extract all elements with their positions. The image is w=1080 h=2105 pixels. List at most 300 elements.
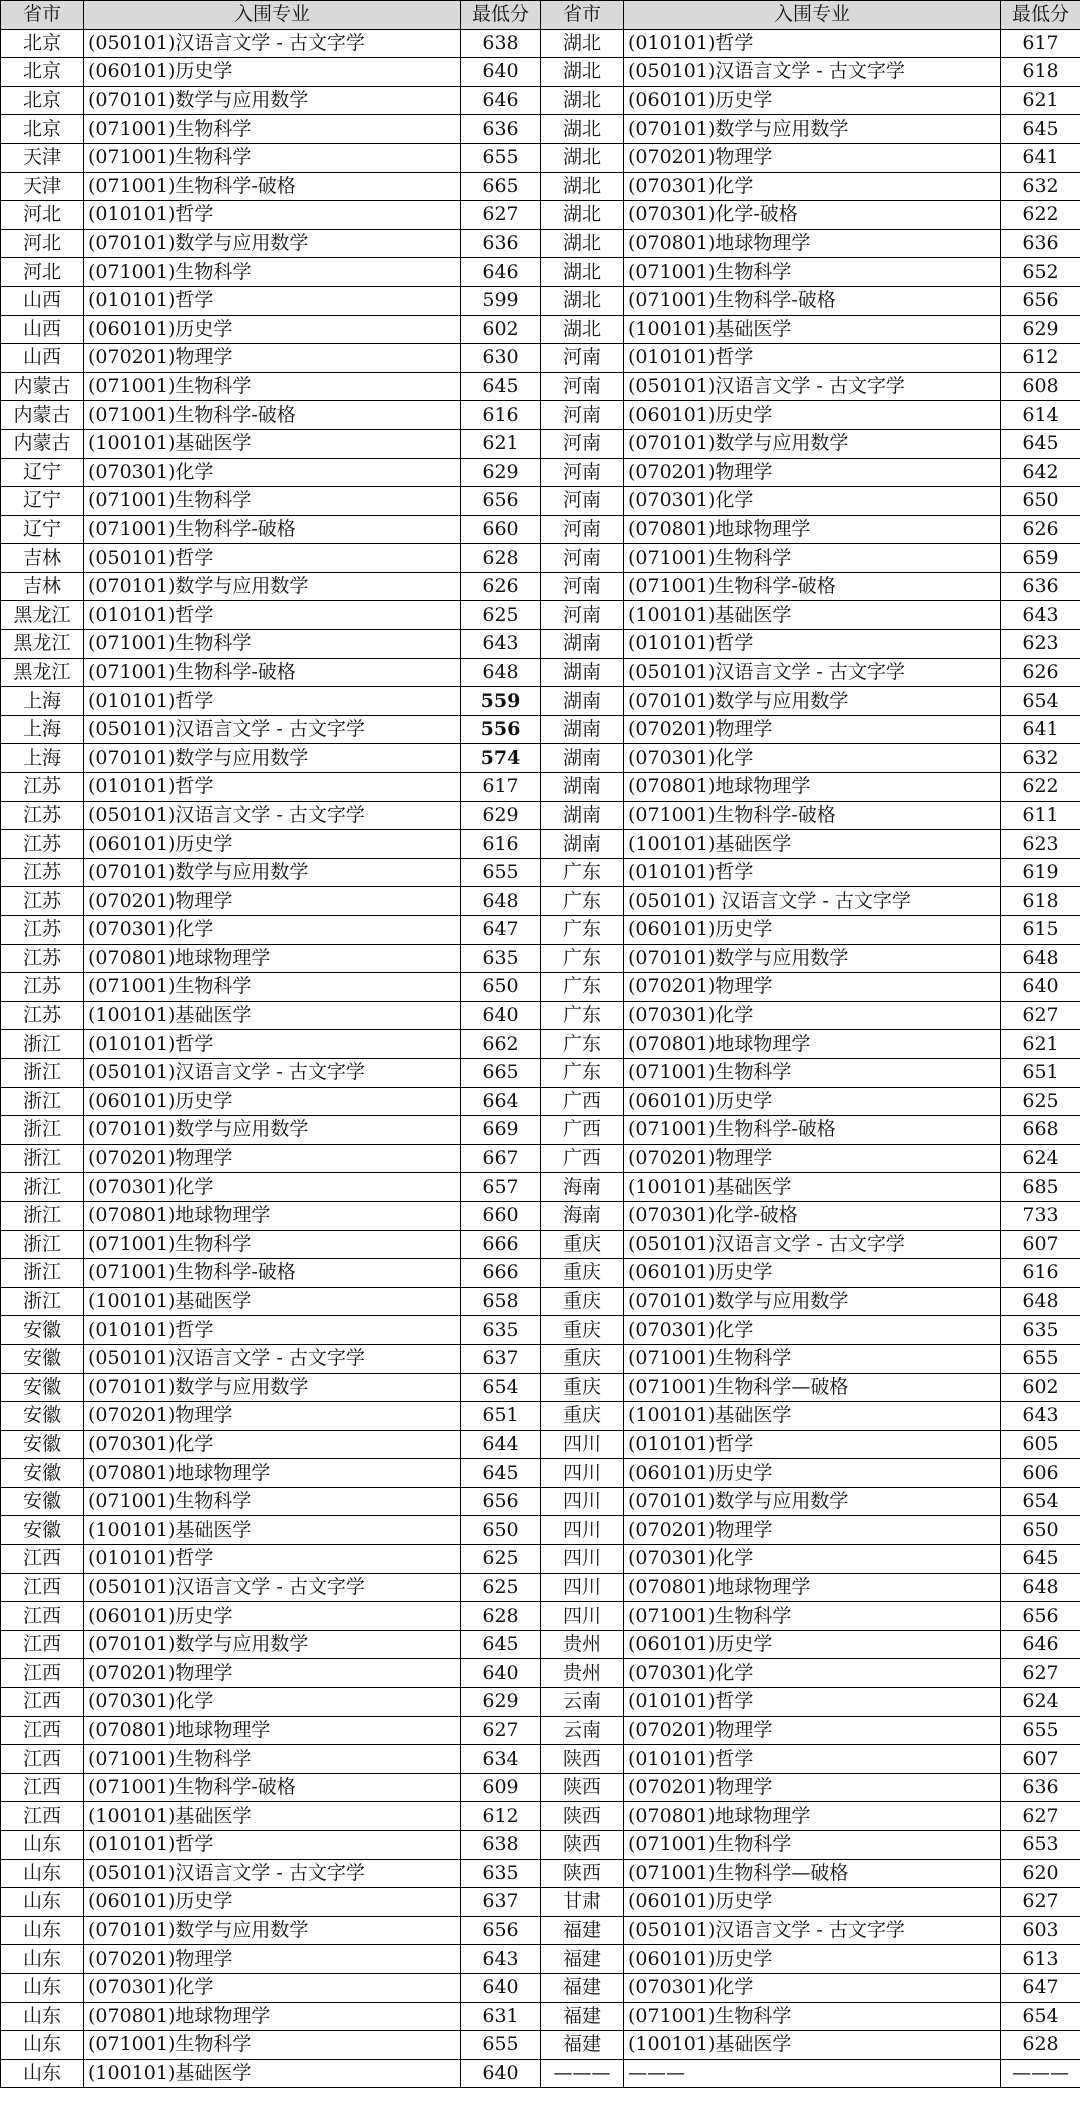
right-province-cell: 湖北 [541, 258, 624, 287]
left-major-cell: (070801)地球物理学 [84, 1459, 461, 1488]
table-row [1, 458, 1080, 487]
left-score-cell: 646 [461, 258, 541, 287]
left-major-cell: (070101)数学与应用数学 [84, 858, 461, 887]
right-major-cell: (070801)地球物理学 [624, 515, 1001, 544]
right-score-cell: 620 [1001, 1859, 1080, 1888]
table-row [1, 1545, 1080, 1574]
left-major-cell: (060101)历史学 [84, 315, 461, 344]
table-row [1, 973, 1080, 1002]
left-score-cell: 651 [461, 1402, 541, 1431]
table-row [1, 1659, 1080, 1688]
right-province-cell: 湖南 [541, 744, 624, 773]
left-major-cell: (070301)化学 [84, 1688, 461, 1717]
left-score-cell: 599 [461, 286, 541, 315]
right-major-cell: (060101)历史学 [624, 1087, 1001, 1116]
right-province-cell: 湖南 [541, 830, 624, 859]
left-major-cell: (060101)历史学 [84, 58, 461, 87]
right-province-cell: 湖南 [541, 715, 624, 744]
left-major-cell: (071001)生物科学 [84, 115, 461, 144]
right-score-cell: 624 [1001, 1144, 1080, 1173]
header-province-left: 省市 [1, 1, 84, 30]
table-row [1, 1716, 1080, 1745]
left-major-cell: (070101)数学与应用数学 [84, 1916, 461, 1945]
right-major-cell: (071001)生物科学-破格 [624, 572, 1001, 601]
table-row [1, 2002, 1080, 2031]
right-score-cell: 617 [1001, 29, 1080, 58]
left-major-cell: (050101)汉语言文学 - 古文字学 [84, 1573, 461, 1602]
left-score-cell: 666 [461, 1230, 541, 1259]
right-major-cell: (071001)生物科学 [624, 258, 1001, 287]
left-province-cell: 吉林 [1, 544, 84, 573]
right-major-cell: (070201)物理学 [624, 143, 1001, 172]
left-score-cell: 656 [461, 487, 541, 516]
right-score-cell: 624 [1001, 1688, 1080, 1717]
right-score-cell: 606 [1001, 1459, 1080, 1488]
right-score-cell: 627 [1001, 1802, 1080, 1831]
right-major-cell: (070301)化学 [624, 1545, 1001, 1574]
left-major-cell: (100101)基础医学 [84, 1001, 461, 1030]
right-major-cell: (050101)汉语言文学 - 古文字学 [624, 1916, 1001, 1945]
right-score-cell: 645 [1001, 1545, 1080, 1574]
table-row [1, 1745, 1080, 1774]
right-score-cell: 653 [1001, 1831, 1080, 1860]
table-row [1, 1287, 1080, 1316]
left-major-cell: (071001)生物科学-破格 [84, 401, 461, 430]
right-score-cell: 643 [1001, 601, 1080, 630]
right-province-cell: 湖北 [541, 115, 624, 144]
left-score-cell: 631 [461, 2002, 541, 2031]
left-province-cell: 安徽 [1, 1402, 84, 1431]
left-major-cell: (010101)哲学 [84, 201, 461, 230]
right-score-cell: 621 [1001, 86, 1080, 115]
right-major-cell: (100101)基础医学 [624, 830, 1001, 859]
table-row [1, 229, 1080, 258]
table-row [1, 1316, 1080, 1345]
right-province-cell: 陕西 [541, 1831, 624, 1860]
left-major-cell: (010101)哲学 [84, 286, 461, 315]
table-row [1, 715, 1080, 744]
right-score-cell: 621 [1001, 1030, 1080, 1059]
left-major-cell: (010101)哲学 [84, 687, 461, 716]
left-score-cell: 665 [461, 172, 541, 201]
right-province-cell: 湖南 [541, 773, 624, 802]
left-score-cell: 636 [461, 115, 541, 144]
left-province-cell: 江西 [1, 1602, 84, 1631]
left-major-cell: (050101)哲学 [84, 544, 461, 573]
right-score-cell: 612 [1001, 344, 1080, 373]
right-score-cell: 616 [1001, 1259, 1080, 1288]
table-row [1, 1116, 1080, 1145]
right-province-cell: 湖北 [541, 172, 624, 201]
right-major-cell: (071001)生物科学—破格 [624, 1859, 1001, 1888]
right-score-cell: 636 [1001, 229, 1080, 258]
right-province-cell: 河南 [541, 515, 624, 544]
left-score-cell: 640 [461, 58, 541, 87]
right-province-cell: 重庆 [541, 1259, 624, 1288]
right-major-cell: (060101)历史学 [624, 1459, 1001, 1488]
left-province-cell: 江西 [1, 1688, 84, 1717]
right-province-cell: 河南 [541, 544, 624, 573]
right-score-cell: 618 [1001, 58, 1080, 87]
left-province-cell: 浙江 [1, 1030, 84, 1059]
right-score-cell: 613 [1001, 1945, 1080, 1974]
right-major-cell: (070101)数学与应用数学 [624, 944, 1001, 973]
left-major-cell: (070301)化学 [84, 1430, 461, 1459]
right-major-cell: (070801)地球物理学 [624, 1030, 1001, 1059]
left-province-cell: 内蒙古 [1, 372, 84, 401]
right-score-cell: 642 [1001, 458, 1080, 487]
right-major-cell: (100101)基础医学 [624, 601, 1001, 630]
left-score-cell: 655 [461, 2031, 541, 2060]
right-major-cell: (010101)哲学 [624, 1745, 1001, 1774]
right-major-cell: (071001)生物科学 [624, 1058, 1001, 1087]
left-major-cell: (100101)基础医学 [84, 2059, 461, 2088]
table-row [1, 1230, 1080, 1259]
left-score-cell: 646 [461, 86, 541, 115]
left-score-cell: 665 [461, 1058, 541, 1087]
right-score-cell: 641 [1001, 143, 1080, 172]
table-row [1, 1459, 1080, 1488]
left-major-cell: (070801)地球物理学 [84, 944, 461, 973]
right-major-cell: (071001)生物科学-破格 [624, 286, 1001, 315]
right-score-cell: 629 [1001, 315, 1080, 344]
left-major-cell: (071001)生物科学 [84, 973, 461, 1002]
left-province-cell: 江西 [1, 1716, 84, 1745]
left-score-cell: 645 [461, 1459, 541, 1488]
left-score-cell: 629 [461, 801, 541, 830]
left-province-cell: 北京 [1, 29, 84, 58]
left-score-cell: 645 [461, 372, 541, 401]
right-score-cell: 640 [1001, 973, 1080, 1002]
left-province-cell: 天津 [1, 172, 84, 201]
right-province-cell: 河南 [541, 429, 624, 458]
left-province-cell: 北京 [1, 115, 84, 144]
header-row [1, 1, 1080, 30]
left-province-cell: 河北 [1, 229, 84, 258]
table-row [1, 286, 1080, 315]
table-row [1, 487, 1080, 516]
header-province-right: 省市 [541, 1, 624, 30]
right-score-cell: 627 [1001, 1659, 1080, 1688]
right-province-cell: 重庆 [541, 1230, 624, 1259]
right-score-cell: 646 [1001, 1630, 1080, 1659]
left-province-cell: 浙江 [1, 1259, 84, 1288]
right-major-cell: ——— [624, 2059, 1001, 2088]
left-major-cell: (050101)汉语言文学 - 古文字学 [84, 1344, 461, 1373]
right-score-cell: 685 [1001, 1173, 1080, 1202]
table-row [1, 1773, 1080, 1802]
table-row [1, 1945, 1080, 1974]
left-province-cell: 江西 [1, 1545, 84, 1574]
table-row [1, 344, 1080, 373]
right-province-cell: 广西 [541, 1087, 624, 1116]
right-major-cell: (070301)化学 [624, 1316, 1001, 1345]
right-province-cell: 湖北 [541, 315, 624, 344]
right-score-cell: 654 [1001, 2002, 1080, 2031]
left-score-cell: 664 [461, 1087, 541, 1116]
left-score-cell: 616 [461, 401, 541, 430]
right-major-cell: (070201)物理学 [624, 973, 1001, 1002]
left-province-cell: 浙江 [1, 1287, 84, 1316]
right-score-cell: 614 [1001, 401, 1080, 430]
left-score-cell: 574 [461, 744, 541, 773]
left-province-cell: 山西 [1, 286, 84, 315]
table-row [1, 1001, 1080, 1030]
left-province-cell: 浙江 [1, 1116, 84, 1145]
left-province-cell: 黑龙江 [1, 630, 84, 659]
left-major-cell: (071001)生物科学 [84, 487, 461, 516]
left-province-cell: 安徽 [1, 1459, 84, 1488]
right-major-cell: (010101)哲学 [624, 1688, 1001, 1717]
left-province-cell: 黑龙江 [1, 601, 84, 630]
left-score-cell: 636 [461, 229, 541, 258]
left-major-cell: (100101)基础医学 [84, 429, 461, 458]
left-province-cell: 江苏 [1, 858, 84, 887]
right-province-cell: 湖北 [541, 86, 624, 115]
right-score-cell: 645 [1001, 115, 1080, 144]
right-score-cell: 654 [1001, 687, 1080, 716]
right-major-cell: (060101)历史学 [624, 1630, 1001, 1659]
right-score-cell: 611 [1001, 801, 1080, 830]
left-major-cell: (010101)哲学 [84, 1545, 461, 1574]
left-score-cell: 656 [461, 1487, 541, 1516]
right-province-cell: 河南 [541, 401, 624, 430]
left-score-cell: 635 [461, 944, 541, 973]
left-score-cell: 669 [461, 1116, 541, 1145]
left-province-cell: 上海 [1, 715, 84, 744]
right-province-cell: 重庆 [541, 1316, 624, 1345]
right-score-cell: 623 [1001, 630, 1080, 659]
right-province-cell: 广西 [541, 1144, 624, 1173]
left-score-cell: 650 [461, 1516, 541, 1545]
left-score-cell: 629 [461, 1688, 541, 1717]
right-major-cell: (010101)哲学 [624, 1430, 1001, 1459]
left-province-cell: 江西 [1, 1659, 84, 1688]
table-row [1, 429, 1080, 458]
left-major-cell: (071001)生物科学-破格 [84, 1259, 461, 1288]
left-score-cell: 648 [461, 658, 541, 687]
left-province-cell: 安徽 [1, 1430, 84, 1459]
left-major-cell: (050101)汉语言文学 - 古文字学 [84, 715, 461, 744]
left-score-cell: 658 [461, 1287, 541, 1316]
left-score-cell: 654 [461, 1373, 541, 1402]
right-major-cell: (071001)生物科学 [624, 1344, 1001, 1373]
right-major-cell: (070201)物理学 [624, 1773, 1001, 1802]
left-major-cell: (070301)化学 [84, 458, 461, 487]
table-row [1, 1916, 1080, 1945]
left-province-cell: 江苏 [1, 801, 84, 830]
right-score-cell: 626 [1001, 515, 1080, 544]
left-province-cell: 浙江 [1, 1144, 84, 1173]
right-province-cell: 湖南 [541, 630, 624, 659]
table-row [1, 1430, 1080, 1459]
right-score-cell: 625 [1001, 1087, 1080, 1116]
right-major-cell: (070101)数学与应用数学 [624, 115, 1001, 144]
right-score-cell: 636 [1001, 572, 1080, 601]
left-major-cell: (100101)基础医学 [84, 1802, 461, 1831]
right-province-cell: 湖北 [541, 201, 624, 230]
right-score-cell: 619 [1001, 858, 1080, 887]
right-province-cell: 河南 [541, 487, 624, 516]
left-major-cell: (071001)生物科学 [84, 1745, 461, 1774]
right-major-cell: (071001)生物科学 [624, 544, 1001, 573]
left-major-cell: (070101)数学与应用数学 [84, 1373, 461, 1402]
left-major-cell: (050101)汉语言文学 - 古文字学 [84, 29, 461, 58]
right-province-cell: 河南 [541, 601, 624, 630]
right-province-cell: 四川 [541, 1516, 624, 1545]
right-score-cell: 654 [1001, 1487, 1080, 1516]
right-major-cell: (060101)历史学 [624, 916, 1001, 945]
right-major-cell: (070201)物理学 [624, 715, 1001, 744]
table-row [1, 515, 1080, 544]
left-major-cell: (071001)生物科学-破格 [84, 515, 461, 544]
left-province-cell: 上海 [1, 687, 84, 716]
left-score-cell: 616 [461, 830, 541, 859]
left-major-cell: (070101)数学与应用数学 [84, 744, 461, 773]
right-province-cell: 云南 [541, 1716, 624, 1745]
left-major-cell: (010101)哲学 [84, 773, 461, 802]
table-row [1, 1144, 1080, 1173]
right-major-cell: (070201)物理学 [624, 1716, 1001, 1745]
table-row [1, 658, 1080, 687]
left-major-cell: (070201)物理学 [84, 344, 461, 373]
right-province-cell: 陕西 [541, 1802, 624, 1831]
left-major-cell: (071001)生物科学 [84, 1487, 461, 1516]
left-major-cell: (070101)数学与应用数学 [84, 86, 461, 115]
right-province-cell: 河南 [541, 458, 624, 487]
left-score-cell: 635 [461, 1316, 541, 1345]
left-score-cell: 656 [461, 1916, 541, 1945]
left-score-cell: 667 [461, 1144, 541, 1173]
table-row [1, 544, 1080, 573]
left-province-cell: 山东 [1, 1859, 84, 1888]
left-score-cell: 643 [461, 1945, 541, 1974]
left-score-cell: 627 [461, 201, 541, 230]
right-major-cell: (070801)地球物理学 [624, 773, 1001, 802]
left-province-cell: 安徽 [1, 1373, 84, 1402]
left-major-cell: (071001)生物科学-破格 [84, 172, 461, 201]
left-major-cell: (070201)物理学 [84, 887, 461, 916]
table-row [1, 1573, 1080, 1602]
right-province-cell: 重庆 [541, 1287, 624, 1316]
left-major-cell: (070101)数学与应用数学 [84, 1630, 461, 1659]
right-major-cell: (060101)历史学 [624, 1888, 1001, 1917]
right-score-cell: 602 [1001, 1373, 1080, 1402]
right-province-cell: 湖南 [541, 801, 624, 830]
right-province-cell: 四川 [541, 1459, 624, 1488]
left-province-cell: 山东 [1, 2031, 84, 2060]
left-major-cell: (010101)哲学 [84, 601, 461, 630]
left-major-cell: (071001)生物科学 [84, 630, 461, 659]
right-major-cell: (070301)化学-破格 [624, 1201, 1001, 1230]
table-row [1, 86, 1080, 115]
left-major-cell: (100101)基础医学 [84, 1287, 461, 1316]
right-score-cell: 650 [1001, 487, 1080, 516]
left-score-cell: 602 [461, 315, 541, 344]
left-major-cell: (070201)物理学 [84, 1945, 461, 1974]
table-row [1, 2059, 1080, 2088]
right-province-cell: ——— [541, 2059, 624, 2088]
left-major-cell: (071001)生物科学 [84, 143, 461, 172]
right-province-cell: 湖北 [541, 286, 624, 315]
left-province-cell: 安徽 [1, 1316, 84, 1345]
right-major-cell: (010101)哲学 [624, 344, 1001, 373]
right-score-cell: 607 [1001, 1230, 1080, 1259]
right-major-cell: (070101)数学与应用数学 [624, 429, 1001, 458]
left-major-cell: (010101)哲学 [84, 1030, 461, 1059]
left-score-cell: 625 [461, 1545, 541, 1574]
right-score-cell: 647 [1001, 1973, 1080, 2002]
right-score-cell: 733 [1001, 1201, 1080, 1230]
left-score-cell: 612 [461, 1802, 541, 1831]
left-score-cell: 638 [461, 1831, 541, 1860]
right-major-cell: (070801)地球物理学 [624, 1802, 1001, 1831]
table-row [1, 58, 1080, 87]
right-score-cell: 641 [1001, 715, 1080, 744]
right-province-cell: 湖北 [541, 29, 624, 58]
left-score-cell: 640 [461, 1659, 541, 1688]
header-major-right: 入围专业 [624, 1, 1001, 30]
left-major-cell: (070101)数学与应用数学 [84, 572, 461, 601]
right-score-cell: 607 [1001, 1745, 1080, 1774]
table-row [1, 830, 1080, 859]
right-province-cell: 重庆 [541, 1373, 624, 1402]
left-province-cell: 江西 [1, 1802, 84, 1831]
right-major-cell: (060101)历史学 [624, 1945, 1001, 1974]
right-major-cell: (100101)基础医学 [624, 1173, 1001, 1202]
left-major-cell: (071001)生物科学 [84, 1230, 461, 1259]
left-score-cell: 657 [461, 1173, 541, 1202]
left-major-cell: (070201)物理学 [84, 1144, 461, 1173]
right-province-cell: 四川 [541, 1573, 624, 1602]
table-row [1, 258, 1080, 287]
table-row [1, 1516, 1080, 1545]
right-major-cell: (071001)生物科学 [624, 1602, 1001, 1631]
right-major-cell: (010101)哲学 [624, 858, 1001, 887]
left-province-cell: 北京 [1, 86, 84, 115]
left-province-cell: 江西 [1, 1745, 84, 1774]
left-score-cell: 621 [461, 429, 541, 458]
left-province-cell: 江苏 [1, 830, 84, 859]
left-score-cell: 628 [461, 544, 541, 573]
table-row [1, 1030, 1080, 1059]
table-row [1, 1201, 1080, 1230]
left-province-cell: 江西 [1, 1573, 84, 1602]
right-province-cell: 云南 [541, 1688, 624, 1717]
right-major-cell: (050101)汉语言文学 - 古文字学 [624, 58, 1001, 87]
left-province-cell: 河北 [1, 258, 84, 287]
right-province-cell: 福建 [541, 1945, 624, 1974]
right-major-cell: (060101)历史学 [624, 1259, 1001, 1288]
right-province-cell: 湖北 [541, 229, 624, 258]
left-major-cell: (071001)生物科学 [84, 2031, 461, 2060]
right-province-cell: 陕西 [541, 1859, 624, 1888]
left-score-cell: 640 [461, 2059, 541, 2088]
left-score-cell: 666 [461, 1259, 541, 1288]
right-major-cell: (070201)物理学 [624, 1144, 1001, 1173]
right-major-cell: (100101)基础医学 [624, 1402, 1001, 1431]
left-major-cell: (070201)物理学 [84, 1402, 461, 1431]
right-score-cell: 618 [1001, 887, 1080, 916]
right-score-cell: 651 [1001, 1058, 1080, 1087]
left-province-cell: 江西 [1, 1630, 84, 1659]
right-province-cell: 四川 [541, 1430, 624, 1459]
right-major-cell: (071001)生物科学-破格 [624, 1116, 1001, 1145]
left-province-cell: 山东 [1, 1831, 84, 1860]
left-major-cell: (070301)化学 [84, 916, 461, 945]
right-score-cell: 659 [1001, 544, 1080, 573]
left-score-cell: 638 [461, 29, 541, 58]
